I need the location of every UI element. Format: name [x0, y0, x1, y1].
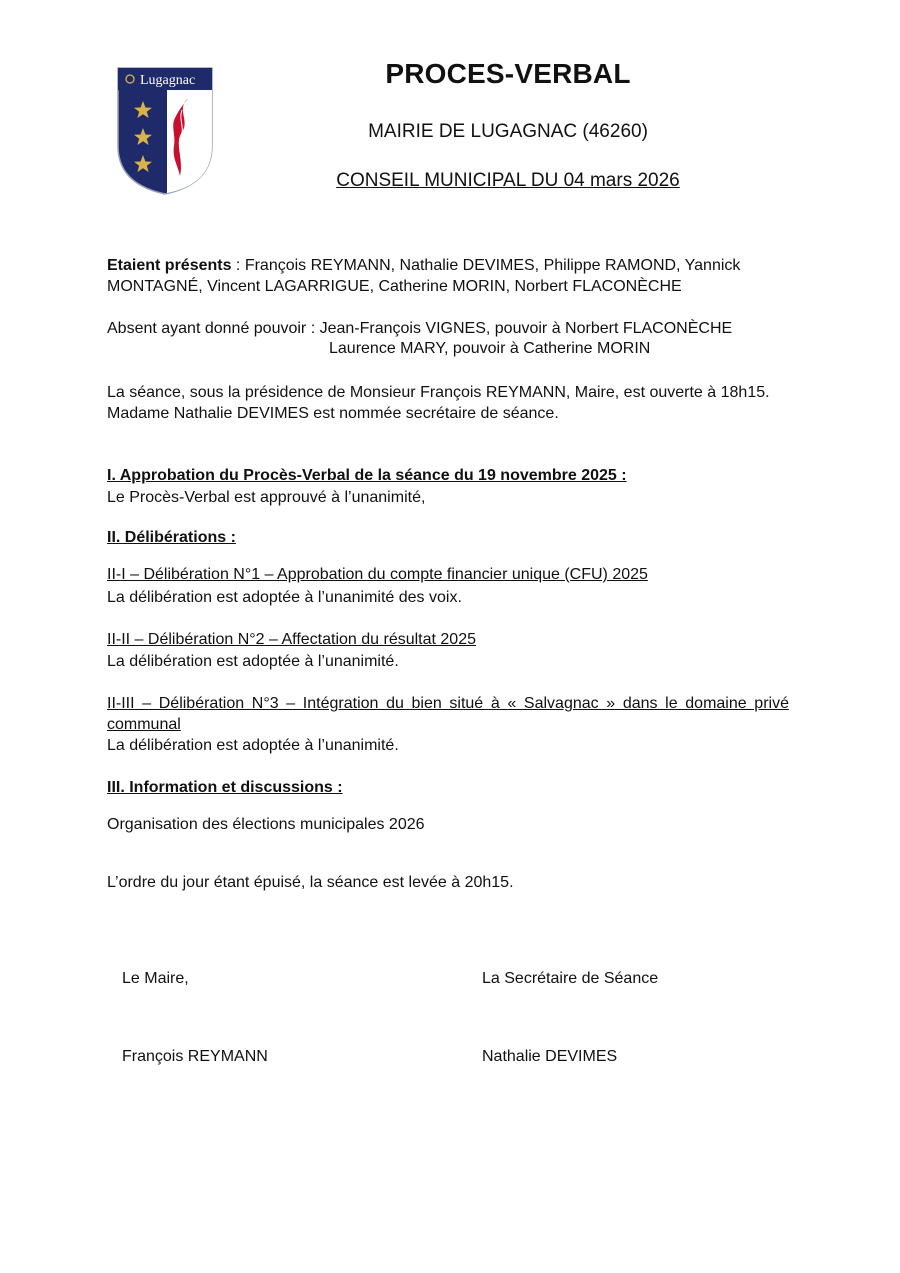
- logo-name: Lugagnac: [140, 73, 196, 88]
- absent-line1: Absent ayant donné pouvoir : Jean-François VIGNES, pouvoir à Norbert FLACONÈCHE: [107, 320, 733, 337]
- secretary-name: Nathalie DEVIMES: [482, 1048, 618, 1065]
- opening-line2: Madame Nathalie DEVIMES est nommée secrétaire de séance.: [107, 405, 559, 422]
- opening-paragraph: [107, 382, 793, 424]
- present-label: Etaient présents: [107, 257, 232, 274]
- deliberation1-title: II-I – Délibération N°1 – Approbation du compte financier unique (CFU) 2025: [107, 566, 648, 583]
- mairie-subtitle: MAIRIE DE LUGAGNAC (46260): [368, 121, 648, 142]
- present-names-line2: MONTAGNÉ, Vincent LAGARRIGUE, Catherine MORIN, Norbert FLACONÈCHE: [107, 278, 682, 295]
- closing-text: L’ordre du jour étant épuisé, la séance est levée à 20h15.: [107, 874, 514, 891]
- mayor-name: François REYMANN: [122, 1048, 268, 1065]
- present-names-line1: : François REYMANN, Nathalie DEVIMES, Philippe RAMOND, Yannick: [231, 257, 741, 274]
- deliberation2-result: La délibération est adoptée à l’unanimité.: [107, 653, 399, 670]
- secretary-role: La Secrétaire de Séance: [482, 970, 659, 987]
- section3-text: Organisation des élections municipales 2026: [107, 816, 425, 833]
- section3-heading: III. Information et discussions :: [107, 779, 343, 796]
- deliberation3-title-line1: II-III – Délibération N°3 – Intégration du bien situé à « Salvagnac » dans le domaine privé: [107, 695, 789, 712]
- absent-line2: Laurence MARY, pouvoir à Catherine MORIN: [329, 340, 651, 357]
- deliberation1-result: La délibération est adoptée à l’unanimité des voix.: [107, 589, 462, 606]
- municipal-logo: [116, 66, 214, 196]
- coat-of-arms-icon: [116, 66, 214, 196]
- deliberation2-title: II-II – Délibération N°2 – Affectation du résultat 2025: [107, 631, 476, 648]
- opening-line1: La séance, sous la présidence de Monsieur François REYMANN, Maire, est ouverte à 18h15.: [107, 384, 770, 401]
- deliberation3-title-line2: communal: [107, 716, 181, 733]
- section1-text: Le Procès-Verbal est approuvé à l’unanimité,: [107, 489, 426, 506]
- mayor-role: Le Maire,: [122, 970, 189, 987]
- present-paragraph: [107, 255, 793, 297]
- section2-heading: II. Délibérations :: [107, 529, 236, 546]
- council-date-heading: CONSEIL MUNICIPAL DU 04 mars 2026: [336, 170, 680, 191]
- deliberation3-result: La délibération est adoptée à l’unanimité.: [107, 737, 399, 754]
- section1-heading: I. Approbation du Procès-Verbal de la séance du 19 novembre 2025 :: [107, 467, 627, 484]
- document-title: PROCES-VERBAL: [385, 58, 631, 89]
